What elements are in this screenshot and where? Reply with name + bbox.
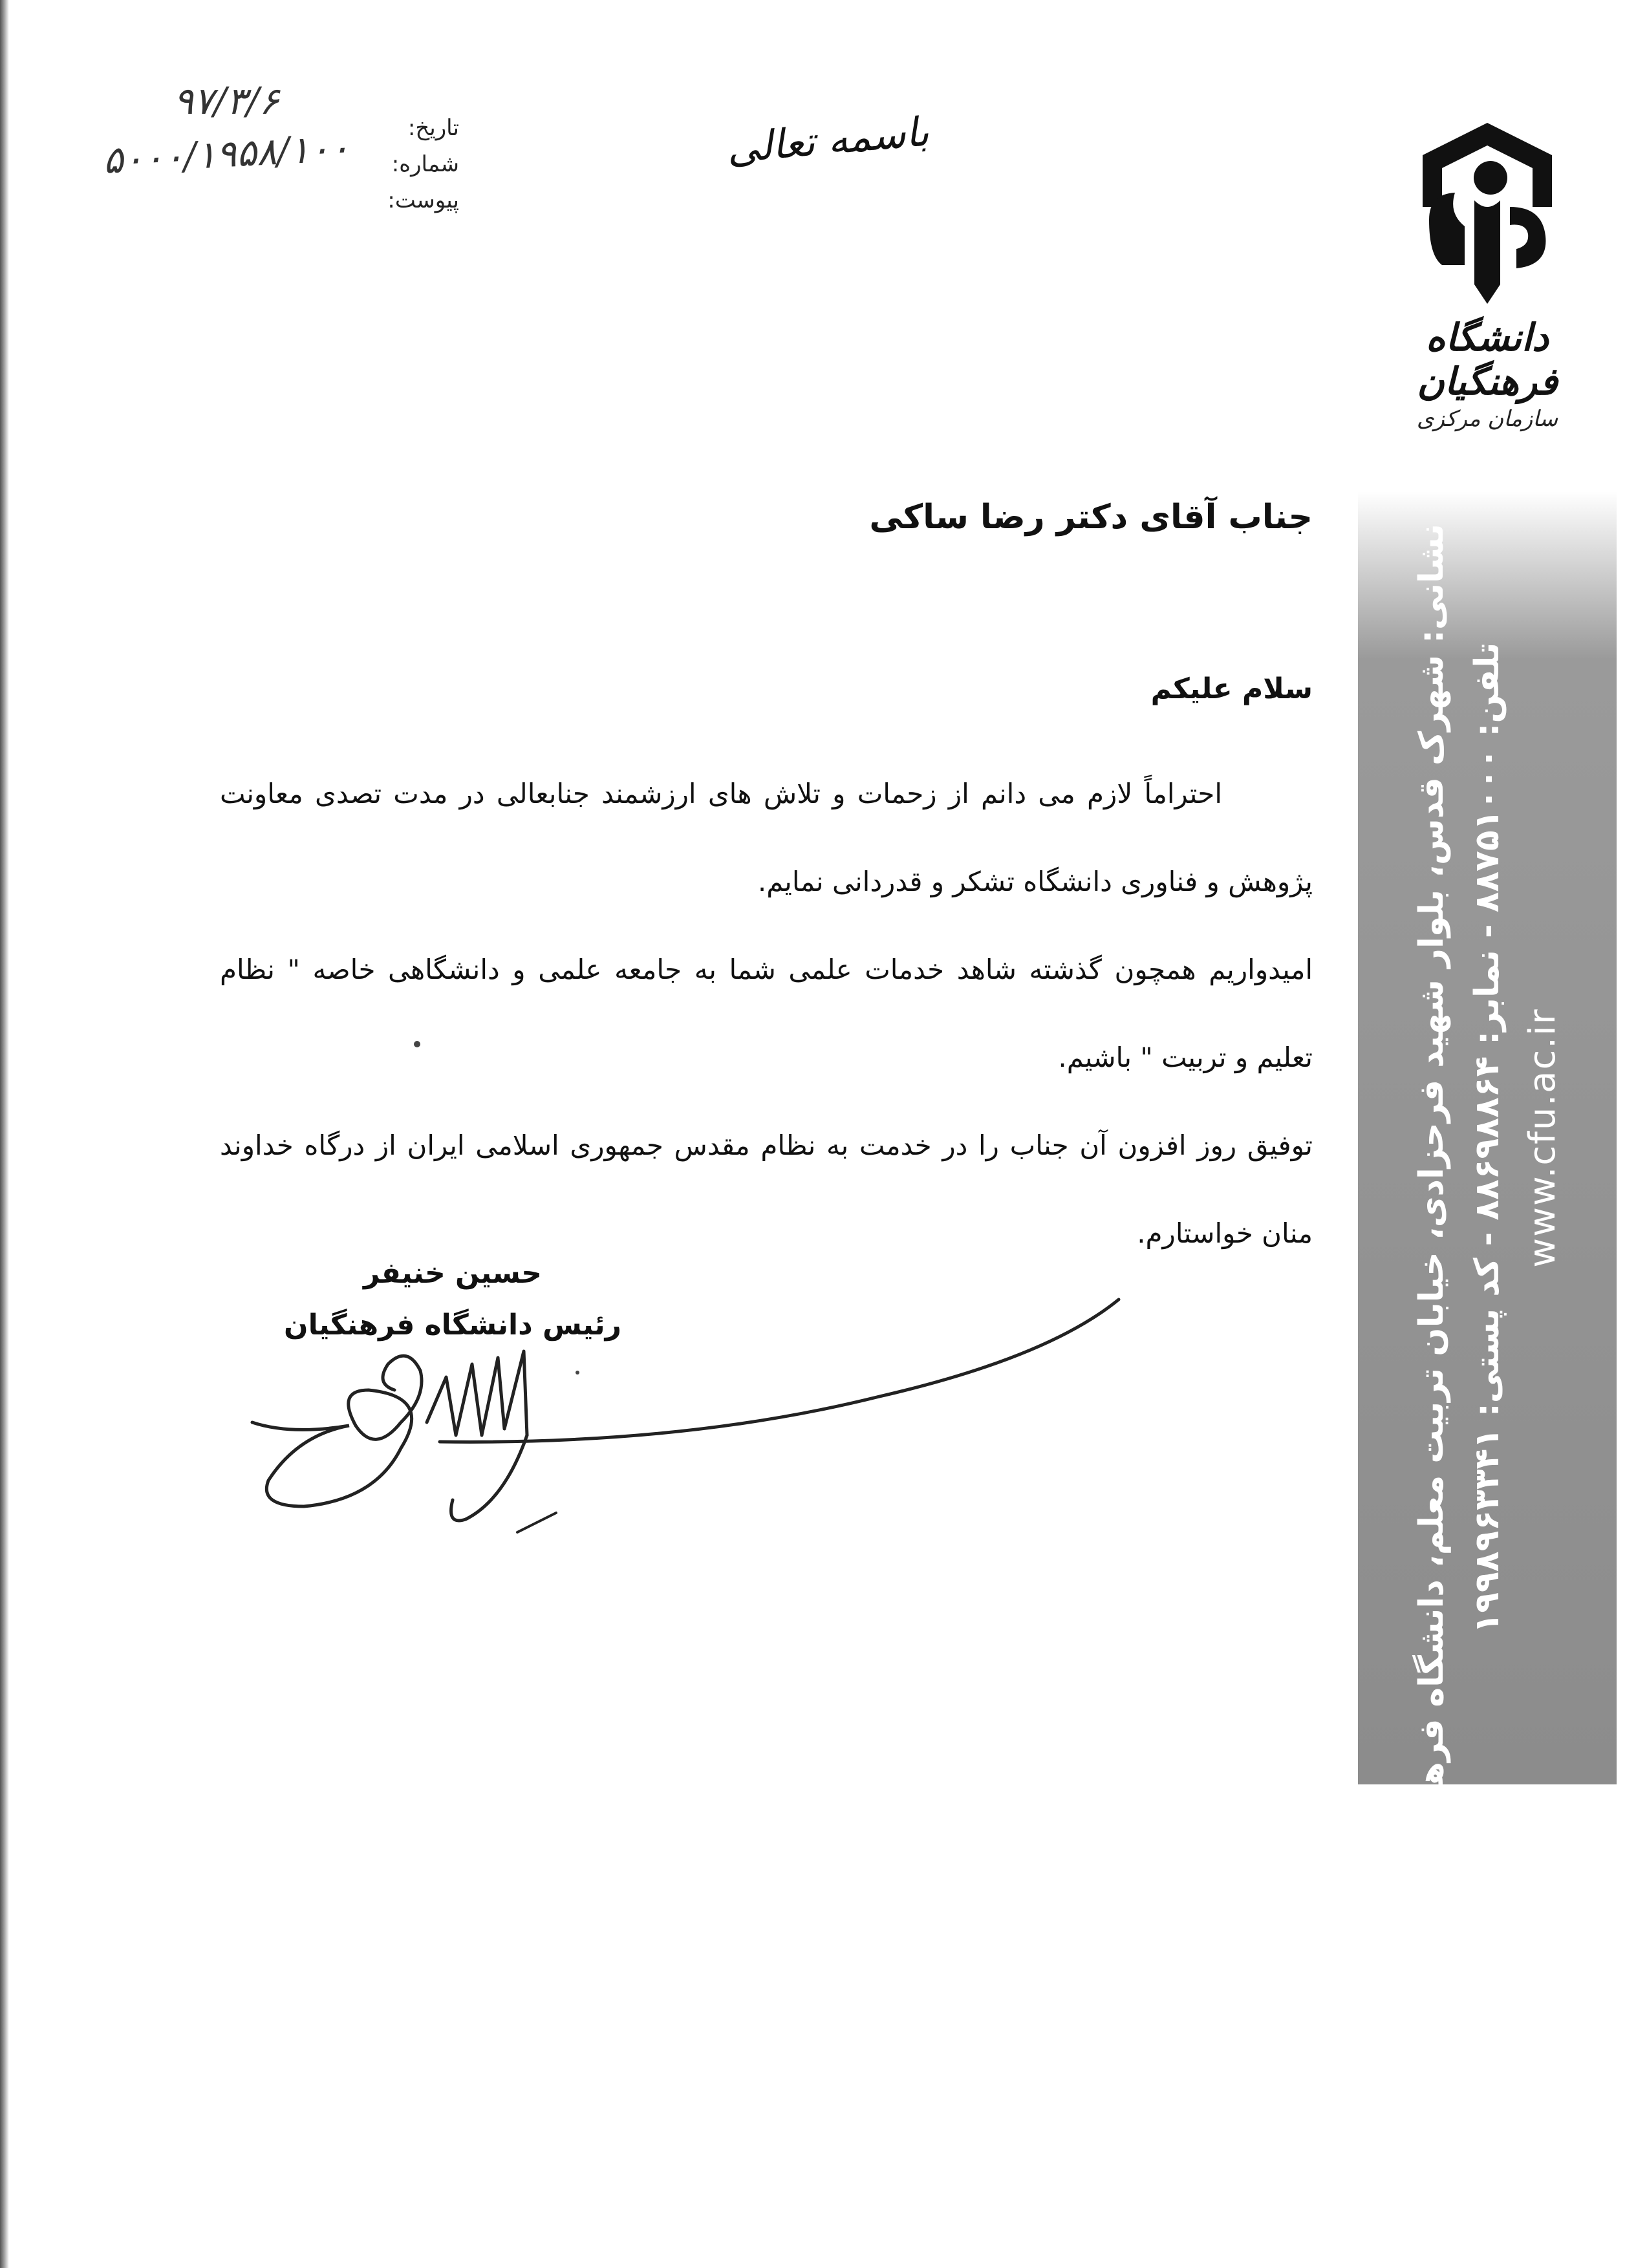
number-label: شماره: [391,151,459,177]
logo-emblem-icon [1403,116,1571,310]
letter-body [220,750,1313,1278]
reference-labels [362,110,459,219]
contact-sidebar [1358,491,1617,1874]
basmala-heading: باسمه تعالی [724,107,931,173]
website-text: www.cfu.ac.ir [1522,1008,1564,1268]
address-text: نشانی: شهرک قدس، بلوار شهید فرحزادی، خیابان تربیت معلم، دانشگاه فرهنگیان [1412,524,1451,1874]
logo-name: دانشگاه فرهنگیان [1417,316,1558,403]
paragraph-3: توفیق روز افزون آن جناب را در خدمت به نظام مقدس جمهوری اسلامی ایران از درگاه خداوند منان خواستارم. [220,1129,1313,1249]
signer-title: رئیس دانشگاه فرهنگیان [284,1309,621,1342]
paragraph-2: امیدواریم همچون گذشته شاهد خدمات علمی شما به جامعه علمی و دانشگاهی خاصه " نظام تعلیم و تربیت " باشیم. [220,954,1313,1073]
scan-speck [414,1041,420,1047]
signer-name: حسین خنیفر [363,1257,543,1290]
scan-speck [576,1371,579,1375]
recipient-line: جناب آقای دکتر رضا ساکی [869,498,1313,537]
phone-text: تلفن: ۸۸۷۵۱۰۰۰ - نمابر: ۸۸۶۹۸۸۶۴ - کد پستی: ۱۹۹۸۹۶۳۳۴۱ [1468,642,1507,1634]
paragraph-1: احتراماً لازم می دانم از زحمات و تلاش های ارزشمند جنابعالی در مدت تصدی معاونت پژوهش و فناوری دانشگاه تشکر و قدردانی نمایم. [220,778,1313,897]
logo-subtitle: سازمان مرکزی [1416,406,1558,432]
attachment-label: پیوست: [387,187,459,213]
date-label: تاریخ: [407,115,459,141]
signature-icon [233,1287,1170,1571]
contact-text [1404,524,1571,1874]
number-value: ۵۰۰۰/۱۹۵۸/۱۰۰ [102,125,351,182]
university-logo [1358,116,1617,432]
date-value: ۹۷/۳/۶ [173,79,279,123]
reference-values [97,78,356,182]
scan-edge [0,0,9,2268]
greeting-line: سلام علیکم [1150,672,1313,705]
